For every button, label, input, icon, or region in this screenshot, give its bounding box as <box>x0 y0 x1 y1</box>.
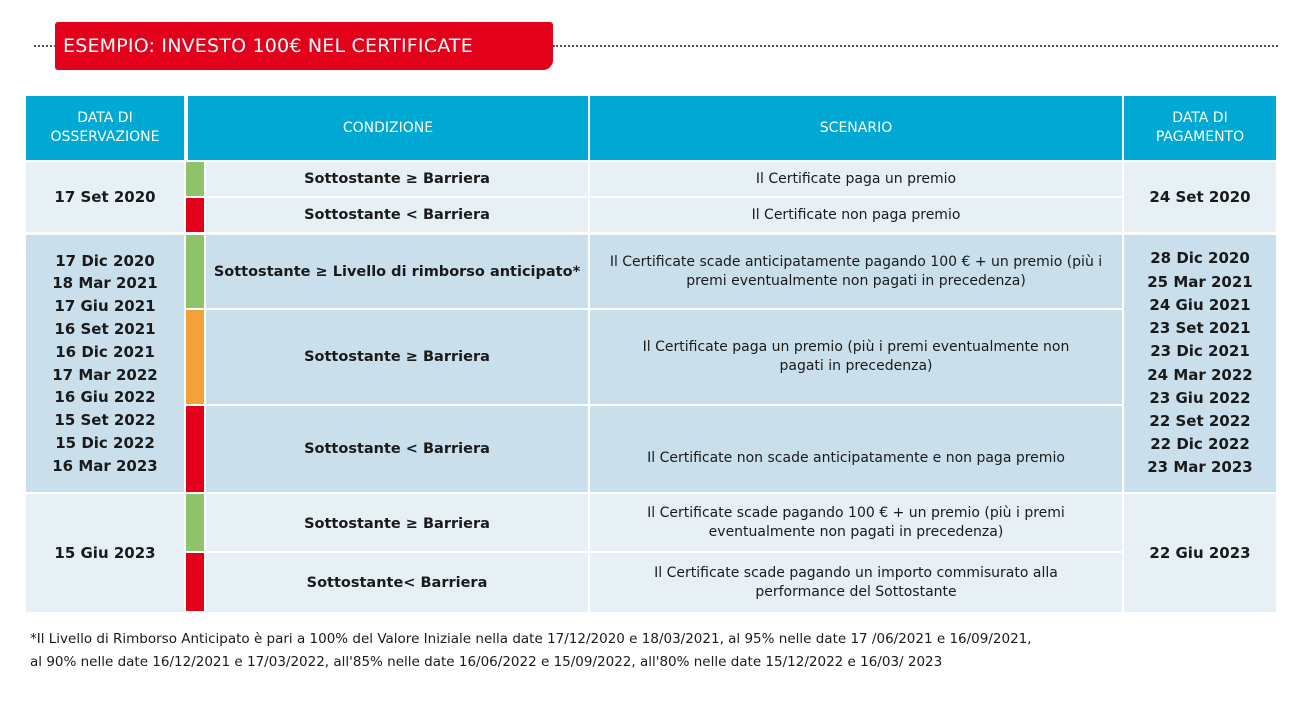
block1-row2-scenario: Il Certificate non paga premio <box>590 198 1122 232</box>
block2-row1-indicator <box>186 235 204 308</box>
section-heading: ESEMPIO: INVESTO 100€ NEL CERTIFICATE <box>55 22 553 70</box>
observation-date-item: 17 Mar 2022 <box>52 365 158 384</box>
block2-row3-condition: Sottostante < Barriera <box>206 406 588 492</box>
observation-date-item: 15 Set 2022 <box>54 411 156 430</box>
footnote-line-2: al 90% nelle date 16/12/2021 e 17/03/2022, all'85% nelle date 16/06/2022 e 15/09/2022, all'80% nelle date 15/12/2022 e 16/03/ 2023 <box>30 654 943 670</box>
observation-date-item: 18 Mar 2021 <box>52 274 158 293</box>
footnote-line-1: *Il Livello di Rimborso Anticipato è pari a 100% del Valore Iniziale nella date 17/12/2020 e 18/03/2021, al 95% nelle date 17 /06/2021 e 16/09/2021, <box>30 631 1032 647</box>
observation-date-item: 17 Giu 2021 <box>54 297 156 316</box>
header-payment-date: DATA DI PAGAMENTO <box>1124 96 1276 160</box>
block1-observation-date: 17 Set 2020 <box>26 162 184 232</box>
observation-date-item: 16 Mar 2023 <box>52 456 158 475</box>
block1-row2-indicator <box>186 198 204 232</box>
block2-row3-indicator <box>186 406 204 492</box>
payment-date-item: 23 Dic 2021 <box>1150 342 1250 361</box>
header-condition: CONDIZIONE <box>188 96 588 160</box>
observation-date-item: 16 Giu 2022 <box>54 388 156 407</box>
block3-row2-indicator <box>186 553 204 611</box>
block1-row2-condition: Sottostante < Barriera <box>206 198 588 232</box>
payment-date-item: 24 Mar 2022 <box>1147 365 1253 384</box>
payment-date-item: 24 Giu 2021 <box>1149 295 1251 314</box>
observation-date-item: 16 Set 2021 <box>54 319 156 338</box>
block3-row1-scenario: Il Certificate scade pagando 100 € + un premio (più i premi eventualmente non pagati in precedenza) <box>590 494 1122 551</box>
observation-date-item: 15 Dic 2022 <box>55 433 155 452</box>
block3-payment-date: 22 Giu 2023 <box>1124 494 1276 612</box>
header-scenario: SCENARIO <box>590 96 1122 160</box>
payment-date-item: 23 Set 2021 <box>1149 319 1251 338</box>
payment-date-item: 23 Mar 2023 <box>1147 458 1253 477</box>
block1-row1-condition: Sottostante ≥ Barriera <box>206 162 588 196</box>
block2-row1-scenario: Il Certificate scade anticipatamente pagando 100 € + un premio (più i premi eventualmente non pagati in precedenza) <box>590 235 1122 308</box>
payment-date-item: 28 Dic 2020 <box>1150 249 1250 268</box>
block3-row2-scenario: Il Certificate scade pagando un importo commisurato alla performance del Sottostante <box>590 553 1122 612</box>
heading-dots-right <box>553 45 1278 47</box>
block3-row2-condition: Sottostante< Barriera <box>206 553 588 612</box>
block2-row1-condition: Sottostante ≥ Livello di rimborso anticipato* <box>206 235 588 308</box>
heading-dots-left <box>34 45 56 47</box>
block1-row1-scenario: Il Certificate paga un premio <box>590 162 1122 196</box>
payment-date-item: 23 Giu 2022 <box>1149 388 1251 407</box>
block1-row1-indicator <box>186 162 204 196</box>
observation-date-item: 16 Dic 2021 <box>55 342 155 361</box>
header-observation-date: DATA DI OSSERVAZIONE <box>26 96 184 160</box>
payment-date-item: 22 Set 2022 <box>1149 411 1251 430</box>
block2-row3-scenario: Il Certificate non scade anticipatamente e non paga premio <box>590 406 1122 492</box>
block2-row2-condition: Sottostante ≥ Barriera <box>206 310 588 404</box>
block2-observation-dates <box>26 235 184 492</box>
block3-row1-indicator <box>186 494 204 551</box>
payment-date-item: 22 Dic 2022 <box>1150 435 1250 454</box>
block2-payment-dates <box>1124 235 1276 492</box>
block1-payment-date: 24 Set 2020 <box>1124 162 1276 232</box>
payment-date-item: 25 Mar 2021 <box>1147 272 1253 291</box>
block3-observation-date: 15 Giu 2023 <box>26 494 184 612</box>
footnote <box>30 628 1280 674</box>
block2-row2-scenario: Il Certificate paga un premio (più i premi eventualmente non pagati in precedenza) <box>590 310 1122 404</box>
observation-date-item: 17 Dic 2020 <box>55 251 155 270</box>
block3-row1-condition: Sottostante ≥ Barriera <box>206 494 588 551</box>
block2-row2-indicator <box>186 310 204 404</box>
